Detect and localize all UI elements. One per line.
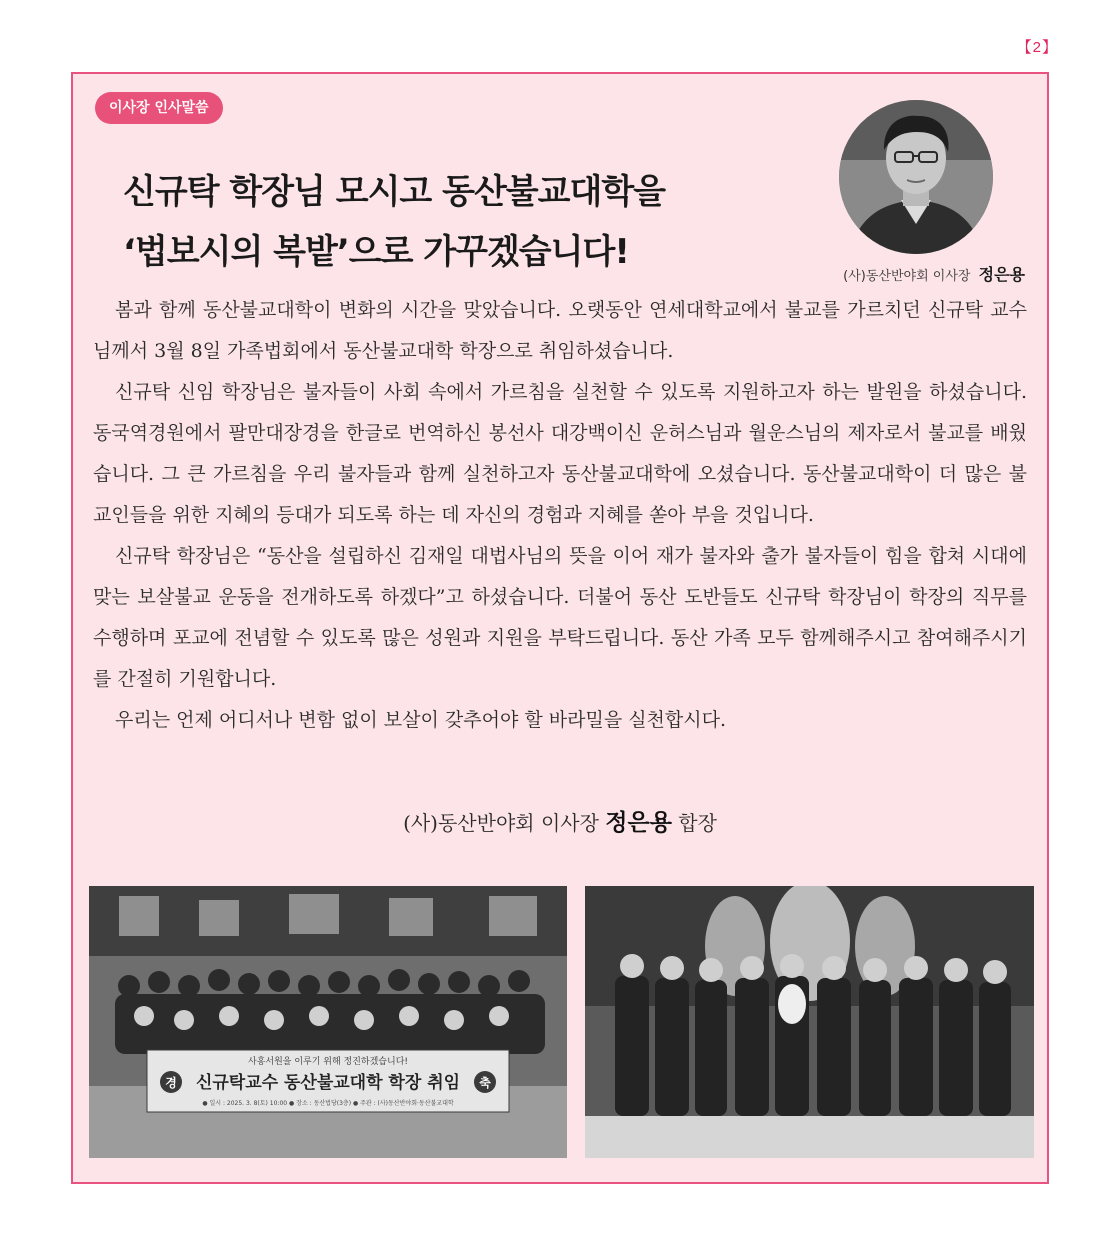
headline-line-2: ‘법보시의 복밭’으로 가꾸겠습니다! [123,232,629,272]
signature-name: 정은용 [605,809,672,836]
banner-tagline: 사홍서원을 이루기 위해 정진하겠습니다! [248,1057,408,1067]
signature-closing: 합장 [678,811,717,835]
banner-details: ● 일시 : 2025. 3. 8(토) 10:00 ● 장소 : 동산법당(3층) ● 주관 : (사)동산반야회·동산불교대학 [202,1100,454,1107]
portrait-caption-org: (사)동산반야회 이사장 [843,269,971,284]
portrait-caption [843,262,1025,285]
banner-main-text: 신규탁교수 동산불교대학 학장 취임 [195,1073,461,1093]
portrait-caption-name: 정은용 [978,265,1025,284]
group-photo-banner [89,886,567,1158]
article-body [93,290,1027,741]
group-photo-illustration [89,886,567,1158]
paragraph: 신규탁 학장님은 “동산을 설립하신 김재일 대법사님의 뜻을 이어 재가 불자와 출가 불자들이 힘을 합쳐 시대에 맞는 보살불교 운동을 전개하도록 하겠다”고 하셨습니다. 더불어 동산 도반들도 신규탁 학장님이 학장의 직무를 수행하며 포교에 전념할 수 있도록 많은 성원과 지원을 부탁드립니다. 동산 가족 모두 함께해주시고 참여해주시기를 간절히 기원합니다. [93,545,1027,690]
paragraph: 봄과 함께 동산불교대학이 변화의 시간을 맞았습니다. 오랫동안 연세대학교에서 불교를 가르치던 신규탁 교수님께서 3월 8일 가족법회에서 동산불교대학 학장으로 취임하셨습니다. [93,299,1027,362]
signature [73,804,1047,837]
paragraph: 신규탁 신임 학장님은 불자들이 사회 속에서 가르침을 실천할 수 있도록 지원하고자 하는 발원을 하셨습니다. 동국역경원에서 팔만대장경을 한글로 번역하신 봉선사 대강백이신 운허스님과 월운스님의 제자로서 불교를 배웠습니다. 그 큰 가르침을 우리 불자들과 함께 실천하고자 동산불교대학에 오셨습니다. 동산불교대학이 더 많은 불교인들을 위한 지혜의 등대가 되도록 하는 데 자신의 경험과 지혜를 쏟아 부을 것입니다. [93,381,1027,526]
article-frame [71,72,1049,1184]
temple-group-photo [585,886,1034,1158]
portrait-illustration [839,100,993,254]
banner-left-badge: 경 [165,1076,177,1090]
section-tag: 이사장 인사말씀 [95,92,223,124]
page-number: 【2】 [1016,39,1058,56]
portrait-photo [839,100,993,254]
signature-org: (사)동산반야회 이사장 [403,811,599,835]
temple-photo-illustration [585,886,1034,1158]
banner-right-badge: 축 [479,1076,491,1090]
paragraph: 우리는 언제 어디서나 변함 없이 보살이 갖추어야 할 바라밀을 실천합시다. [115,709,727,731]
headline [123,162,803,282]
headline-line-1: 신규탁 학장님 모시고 동산불교대학을 [123,172,666,212]
